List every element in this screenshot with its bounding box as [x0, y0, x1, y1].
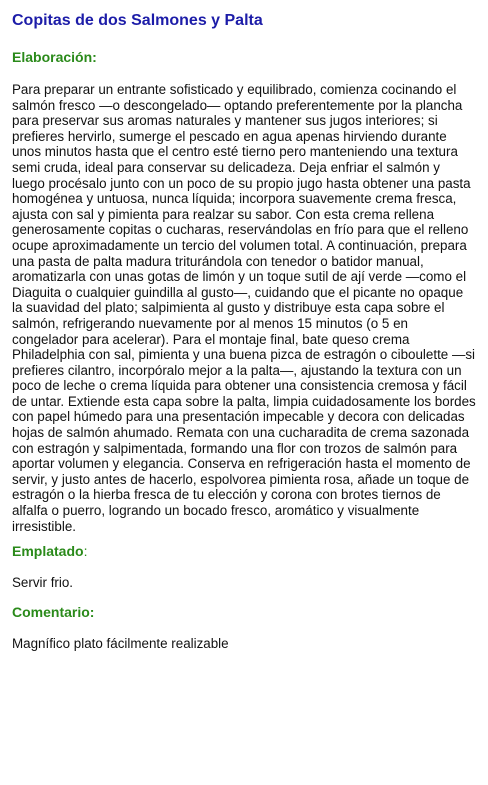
- section-heading-elaboracion-label: Elaboración:: [12, 49, 97, 65]
- section-heading-comentario-label: Comentario:: [12, 603, 95, 620]
- section-heading-elaboracion: [12, 48, 476, 66]
- section-heading-emplatado-label: Emplatado: [12, 543, 84, 560]
- emplatado-text: Servir frio.: [12, 575, 74, 591]
- comentario-text: Magnífico plato fácilmente realizable: [12, 635, 229, 651]
- elaboracion-text: Para preparar un entrante sofisticado y equilibrado, comienza cocinando el salmón fresco —o descongelado— optando preferentemente por la plancha para preservar sus aromas naturales y mantener sus jugos interiores; si prefieres hervirlo, sumerge el pescado en agua apenas hirviendo durante unos minutos hasta que el centro esté tierno pero manteniendo una textura semi cruda, ideal para conservar su delicadeza. Deja enfriar el salmón y luego procésalo junto con un poco de su propio jugo hasta obtener una pasta homogénea y untuosa, nunca líquida; incorpora suavemente crema fresca, ajusta con sal y pimienta para realzar su sabor. Con esta crema rellena generosamente copitas o cucharas, reservándolas en frío para que el relleno ocupe aproximadamente un tercio del volumen total. A continuación, prepara una pasta de palta madura triturándola con tenedor o batidor manual, aromatizarla con unas gotas de limón y un toque sutil de ají verde —como el Diaguita o cualquier guindilla al gusto—, cuidando que el picante no opaque la suavidad del plato; salpimienta al gusto y distribuye esta capa sobre el salmón, refrigerando nuevamente por al menos 15 minutos (o 5 en congelador para acelerar). Para el montaje final, bate queso crema Philadelphia con sal, pimienta y una buena pizca de estragón o ciboulette —si prefieres cilantro, incorpóralo mejor a la palta—, ajustando la textura con un poco de leche o crema líquida para obtener una consistencia cremosa y fácil de untar. Extiende esta capa sobre la palta, limpia cuidadosamente los bordes con papel húmedo para una presentación impecable y decora con delicadas hojas de salmón ahumado. Remata con una cucharadita de crema sazonada con estragón y salpimentada, formando una flor con trozos de salmón para aportar volumen y elegancia. Conserva en refrigeración hasta el momento de servir, y justo antes de hacerlo, espolvorea pimienta rosa, añade un toque de estragón o la hierba fresca de tu elección y corona con brotes tiernos de alfalfa o puerro, logrando un bocado fresco, aromático y visualmente irresistible.: [12, 82, 476, 534]
- section-heading-emplatado: [12, 542, 476, 560]
- section-heading-emplatado-colon: :: [83, 543, 88, 560]
- section-heading-comentario: [12, 603, 476, 621]
- recipe-title: Copitas de dos Salmones y Palta: [12, 12, 263, 29]
